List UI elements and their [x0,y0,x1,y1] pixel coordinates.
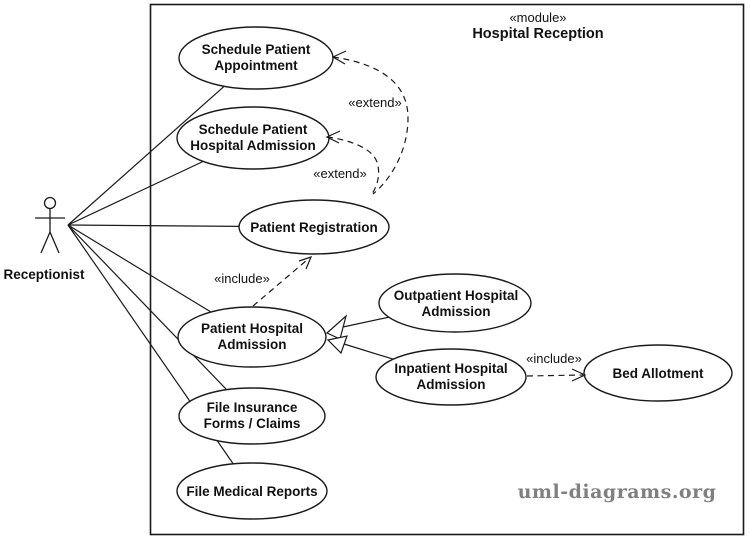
label-medical-reports: File Medical Reports [186,484,318,499]
use-case-outpatient-hospital-admission [379,274,531,332]
label-schedule-admission-1: Schedule Patient [198,122,308,137]
extend-label-top: «extend» [348,95,402,110]
label-insurance-2: Forms / Claims [203,416,301,431]
label-bed-allotment: Bed Allotment [612,366,704,381]
module-stereotype: «module» [509,10,567,25]
actor-name: Receptionist [3,267,85,282]
label-outpatient-2: Admission [421,304,491,319]
label-schedule-appointment-1: Schedule Patient [201,42,311,57]
actor-leg-right [50,232,59,253]
actor-head [45,198,56,209]
actor-leg-left [41,232,50,253]
label-hospital-admission-1: Patient Hospital [200,321,304,336]
label-insurance-1: File Insurance [206,400,298,415]
label-hospital-admission-2: Admission [217,337,287,352]
extend-label-bottom: «extend» [313,166,367,181]
label-schedule-appointment-2: Appointment [214,58,298,73]
label-schedule-admission-2: Hospital Admission [190,138,316,153]
module-name: Hospital Reception [472,26,604,42]
label-registration: Patient Registration [250,220,378,235]
include-label-right: «include» [526,351,582,366]
label-inpatient-1: Inpatient Hospital [394,361,508,376]
include-label-left: «include» [214,271,270,286]
label-inpatient-2: Admission [416,377,486,392]
watermark: uml-diagrams.org [517,481,717,503]
label-outpatient-1: Outpatient Hospital [393,288,519,303]
actor-receptionist [3,198,85,283]
